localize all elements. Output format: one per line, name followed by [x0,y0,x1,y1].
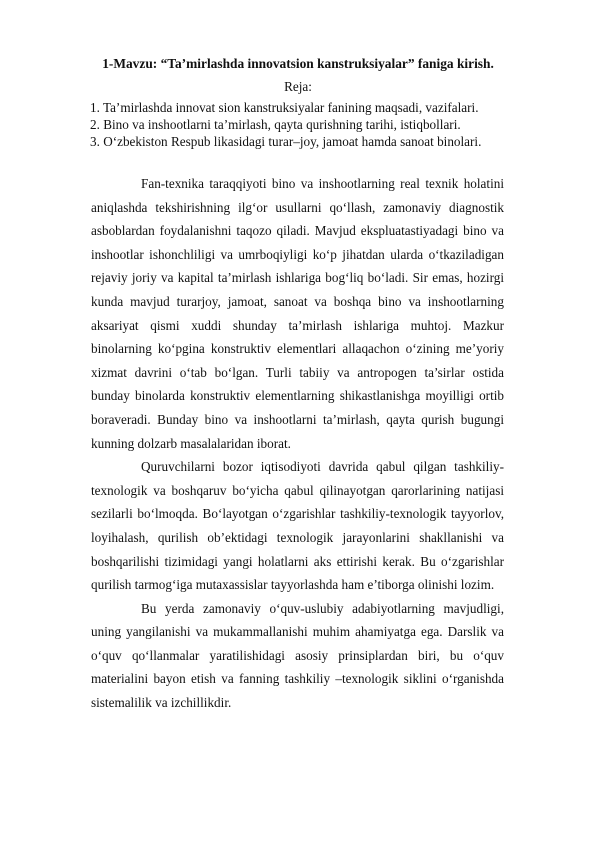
plan-item: 2. Bino va inshootlarni ta’mirlash, qayta qurishning tarihi, istiqbollari. [90,117,461,132]
plan-list [90,99,560,150]
plan-item: 3. O‘zbekiston Respub likasidagi turar–joy, jamoat hamda sanoat binolari. [90,134,482,149]
plan-item: 1. Ta’mirlashda innovat sion kanstruksiyalar fanining maqsadi, vazifalari. [90,100,479,115]
paragraph: Quruvchilarni bozor iqtisodiyoti davrida qabul qilgan tashkiliy-texnologik va boshqaruv bo‘yicha qabul qilinayotgan qarorlarining natijasi sezilarli bo‘lmoqda. Bo‘layotgan o‘zgarishlar tashkiliy-texnologik tayyorlov, loyihalash, qurilish ob’ektidagi texnologik jarayonlarini shakllanishi va boshqarilishi tizimidagi yangi holatlarni aks ettirishi kerak. Bu o‘zgarishlar qurilish tarmog‘iga mutaxassislar tayyorlashda ham e’tiborga olinishi lozim. [91,459,504,593]
body-text [91,172,504,715]
document-title: 1-Mavzu: “Ta’mirlashda innovatsion kanstruksiyalar” faniga kirish. [102,56,494,71]
plan-heading: Reja: [284,79,312,94]
paragraph: Fan-texnika taraqqiyoti bino va inshootlarning real texnik holatini aniqlashda tekshirishning ilg‘or usullarni qo‘llash, zamonaviy diagnostik asboblardan foydalanishni taqozo qiladi. Mavjud ekspluatastiyadagi bino va inshootlar ishonchliligi va umrboqiyligi ko‘p jihatdan ularda o‘tkaziladigan rejaviy joriy va kapital ta’mirlash ishlariga bog‘liq bo‘ladi. Sir emas, hozirgi kunda mavjud turarjoy, jamoat, sanoat va boshqa bino va inshootlarning aksariyat qismi xuddi shunday ta’mirlash ishlariga muhtoj. Mazkur binolarning ko‘pgina konstruktiv elementlari allaqachon o‘zining me’yoriy xizmat davrini o‘tab bo‘lgan. Turli tabiiy va antropogen ta’sirlar ostida bunday binolarda konstruktiv elementlarning shikastlanishga moyilligi ortib boraveradi. Bunday bino va inshootlarni ta’mirlash, qayta qurish bugungi kunning dolzarb masalalaridan iborat. [91,176,504,451]
paragraph: Bu yerda zamonaviy o‘quv-uslubiy adabiyotlarning mavjudligi, uning yangilanishi va mukammallanishi muhim ahamiyatga ega. Darslik va o‘quv qo‘llanmalar yaratilishidagi asosiy prinsiplardan biri, bu o‘quv materialini bayon etish va fanning tashkiliy –texnologik siklini o‘rganishda sistemalilik va izchillikdir. [91,600,504,711]
